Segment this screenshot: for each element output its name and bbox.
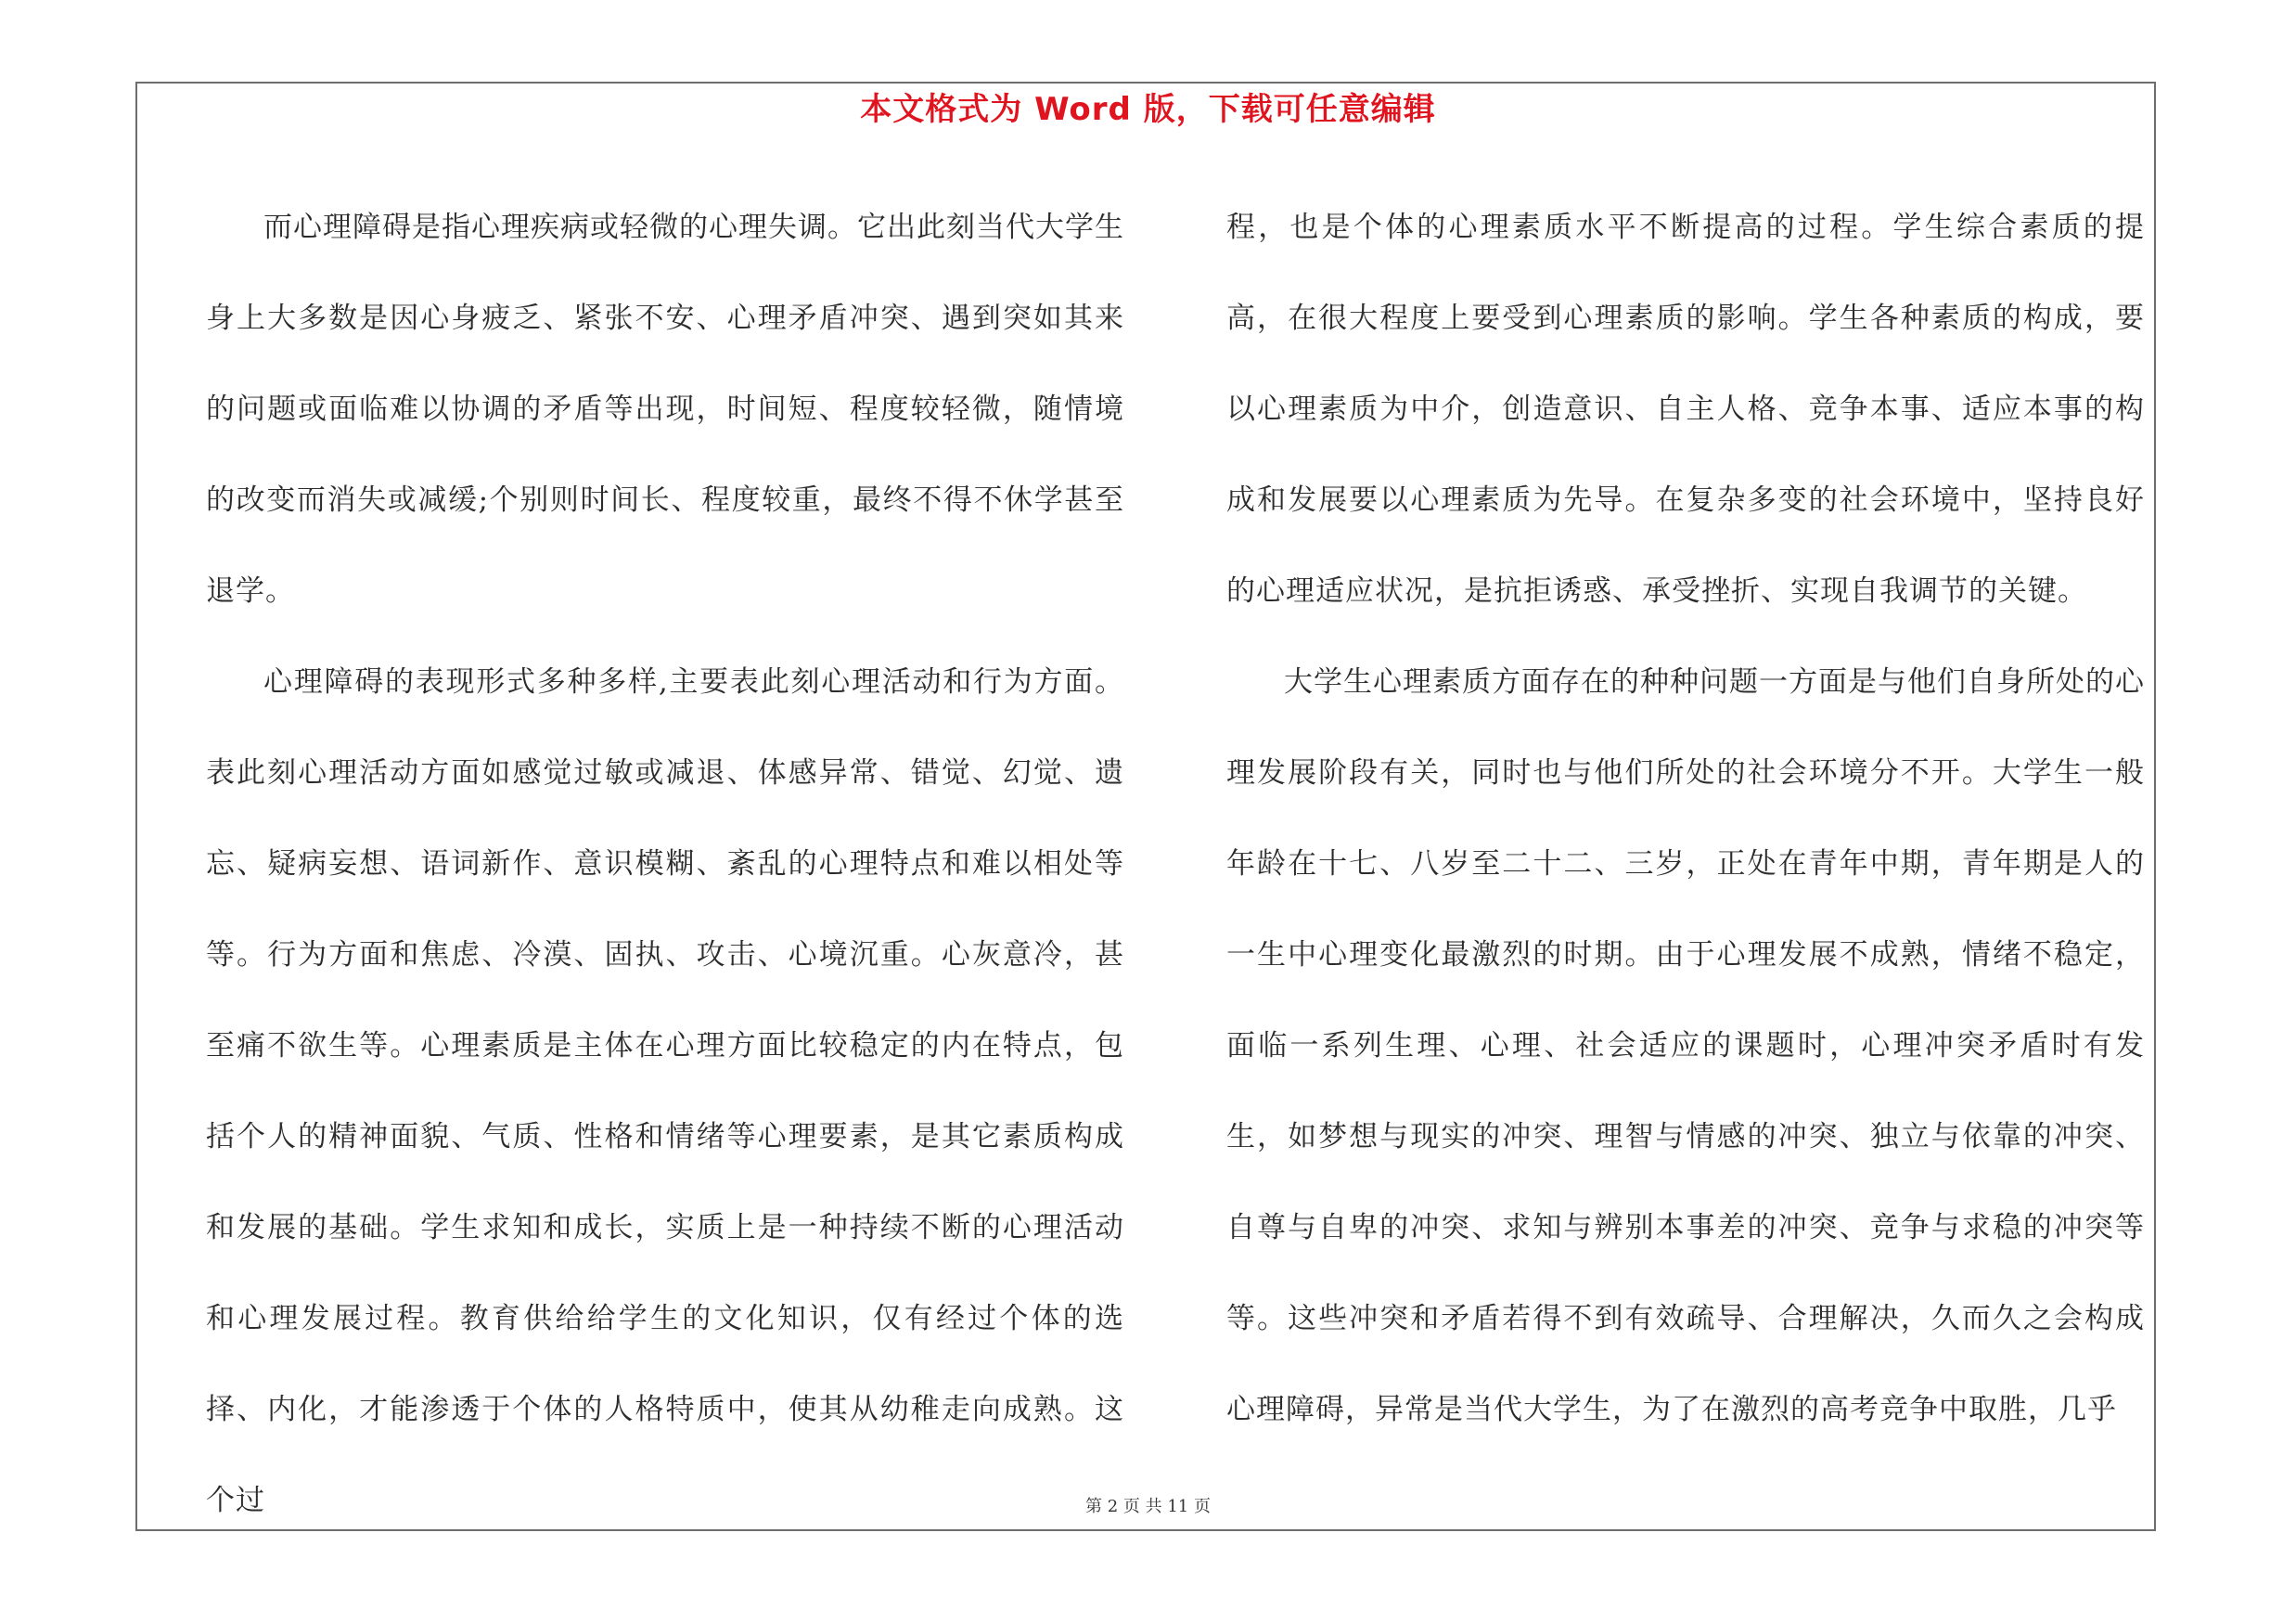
page-number-footer: 第 2 页 共 11 页 [1085,1497,1211,1516]
paragraph: 而心理障碍是指心理疾病或轻微的心理失调。它出此刻当代大学生身上大多数是因心身疲乏、紧张不安、心理矛盾冲突、遇到突如其来的问题或面临难以协调的矛盾等出现，时间短、程度较轻微，随情境的改变而消失或减缓;个别则时间长、程度较重，最终不得不休学甚至退学。 [206,211,1124,608]
right-column [1226,182,2145,1455]
paragraph-continuation: 程，也是个体的心理素质水平不断提高的过程。学生综合素质的提高，在很大程度上要受到心理素质的影响。学生各种素质的构成，要以心理素质为中介，创造意识、自主人格、竞争本事、适应本事的构成和发展要以心理素质为先导。在复杂多变的社会环境中，坚持良好的心理适应状况，是抗拒诱惑、承受挫折、实现自我调节的关键。 [1226,211,2145,608]
left-column [206,182,1124,1546]
word-format-banner: 本文格式为 Word 版，下载可任意编辑 [860,91,1436,128]
paragraph: 心理障碍的表现形式多种多样,主要表此刻心理活动和行为方面。表此刻心理活动方面如感觉过敏或减退、体感异常、错觉、幻觉、遗忘、疑病妄想、语词新作、意识模糊、紊乱的心理特点和难以相处等等。行为方面和焦虑、冷漠、固执、攻击、心境沉重。心灰意冷，甚至痛不欲生等。心理素质是主体在心理方面比较稳定的内在特点，包括个人的精神面貌、气质、性格和情绪等心理要素，是其它素质构成和发展的基础。学生求知和成长，实质上是一种持续不断的心理活动和心理发展过程。教育供给给学生的文化知识，仅有经过个体的选择、内化，才能渗透于个体的人格特质中，使其从幼稚走向成熟。这个过 [206,665,1124,1517]
paragraph: 大学生心理素质方面存在的种种问题一方面是与他们自身所处的心理发展阶段有关，同时也与他们所处的社会环境分不开。大学生一般年龄在十七、八岁至二十二、三岁，正处在青年中期，青年期是人的一生中心理变化最激烈的时期。由于心理发展不成熟，情绪不稳定，面临一系列生理、心理、社会适应的课题时，心理冲突矛盾时有发生，如梦想与现实的冲突、理智与情感的冲突、独立与依靠的冲突、自尊与自卑的冲突、求知与辨别本事差的冲突、竞争与求稳的冲突等等。这些冲突和矛盾若得不到有效疏导、合理解决，久而久之会构成心理障碍，异常是当代大学生，为了在激烈的高考竞争中取胜，几乎 [1226,665,2145,1426]
